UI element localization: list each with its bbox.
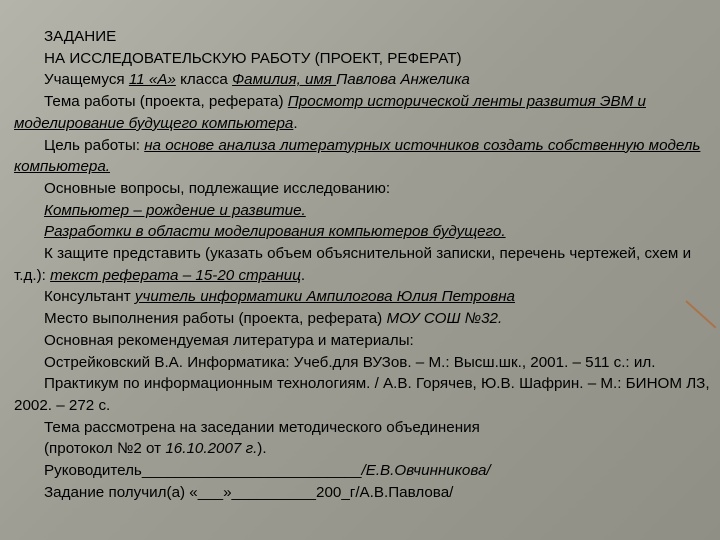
literature-item-2-text: Практикум по информационным технологиям. / А.В. Горячев, Ю.В. Шафрин. – М.: БИНОМ ЛЗ, 2002. – 272 с.: [14, 375, 710, 414]
protocol-end: ).: [257, 440, 267, 458]
student-class: 11 «А»: [128, 71, 176, 89]
literature-item-2: [14, 373, 710, 416]
received-line: [14, 482, 710, 504]
protocol-line: [14, 438, 710, 460]
doc-heading-1: [14, 26, 710, 48]
goal-value: на основе анализа литературных источников создать собственную модель компьютера.: [14, 136, 701, 176]
literature-label-text: Основная рекомендуемая литература и материалы:: [44, 331, 414, 349]
meeting-line: [14, 417, 710, 439]
place-value: МОУ СОШ №32.: [386, 310, 503, 328]
defense-line: [14, 243, 710, 286]
topic-end: .: [293, 114, 298, 132]
consultant-line: [14, 286, 710, 308]
received-text: Задание получил(а) «___»__________200_г/А.В.Павлова/: [44, 483, 454, 501]
literature-item-1: [14, 352, 710, 374]
supervisor-name: /Е.В.Овчинникова/: [361, 462, 491, 480]
student-prefix: Учащемуся: [44, 71, 129, 89]
heading-text: НА ИССЛЕДОВАТЕЛЬСКУЮ РАБОТУ (ПРОЕКТ, РЕФЕРАТ): [44, 49, 462, 67]
consultant-value: учитель информатики Ампилогова Юлия Петровна: [134, 288, 516, 306]
meeting-text: Тема рассмотрена на заседании методического объединения: [44, 418, 480, 436]
defense-value: текст реферата – 15-20 страниц: [50, 266, 301, 284]
question-1: [14, 200, 710, 222]
supervisor-line: [14, 460, 710, 482]
goal-prefix: Цель работы:: [44, 136, 145, 154]
place-line: [14, 308, 710, 330]
assignment-document: [14, 26, 710, 503]
topic-line: [14, 91, 710, 134]
literature-label: [14, 330, 710, 352]
literature-item-1-text: Острейковский В.А. Информатика: Учеб.для ВУЗов. – М.: Высш.шк., 2001. – 511 с.: ил.: [44, 353, 656, 371]
question-1-text: Компьютер – рождение и развитие.: [44, 201, 306, 219]
goal-line: [14, 135, 710, 178]
defense-end: .: [300, 266, 306, 284]
place-prefix: Место выполнения работы (проекта, реферата): [44, 310, 387, 328]
topic-prefix: Тема работы (проекта, реферата): [44, 93, 288, 111]
student-line: [14, 69, 710, 91]
doc-heading-2: [14, 48, 710, 70]
defense-prefix: К защите представить (указать объем объяснительной записки, перечень чертежей, схем и т.д.):: [14, 245, 692, 284]
questions-label: [14, 178, 710, 200]
questions-label-text: Основные вопросы, подлежащие исследованию:: [44, 179, 391, 197]
student-mid: класса: [175, 71, 233, 89]
protocol-date: 16.10.2007 г.: [165, 440, 258, 458]
student-name: Павлова Анжелика: [336, 71, 470, 89]
student-name-label: Фамилия, имя: [232, 71, 337, 89]
consultant-prefix: Консультант: [44, 288, 135, 306]
question-2: [14, 221, 710, 243]
topic-value: Просмотр исторической ленты развития ЭВМ и моделирование будущего компьютера: [14, 93, 646, 132]
heading-text: ЗАДАНИЕ: [44, 28, 117, 45]
supervisor-prefix: Руководитель__________________________: [44, 462, 362, 480]
question-2-text: Разработки в области моделирования компьютеров будущего.: [44, 223, 506, 241]
protocol-prefix: (протокол №2 от: [44, 440, 166, 458]
